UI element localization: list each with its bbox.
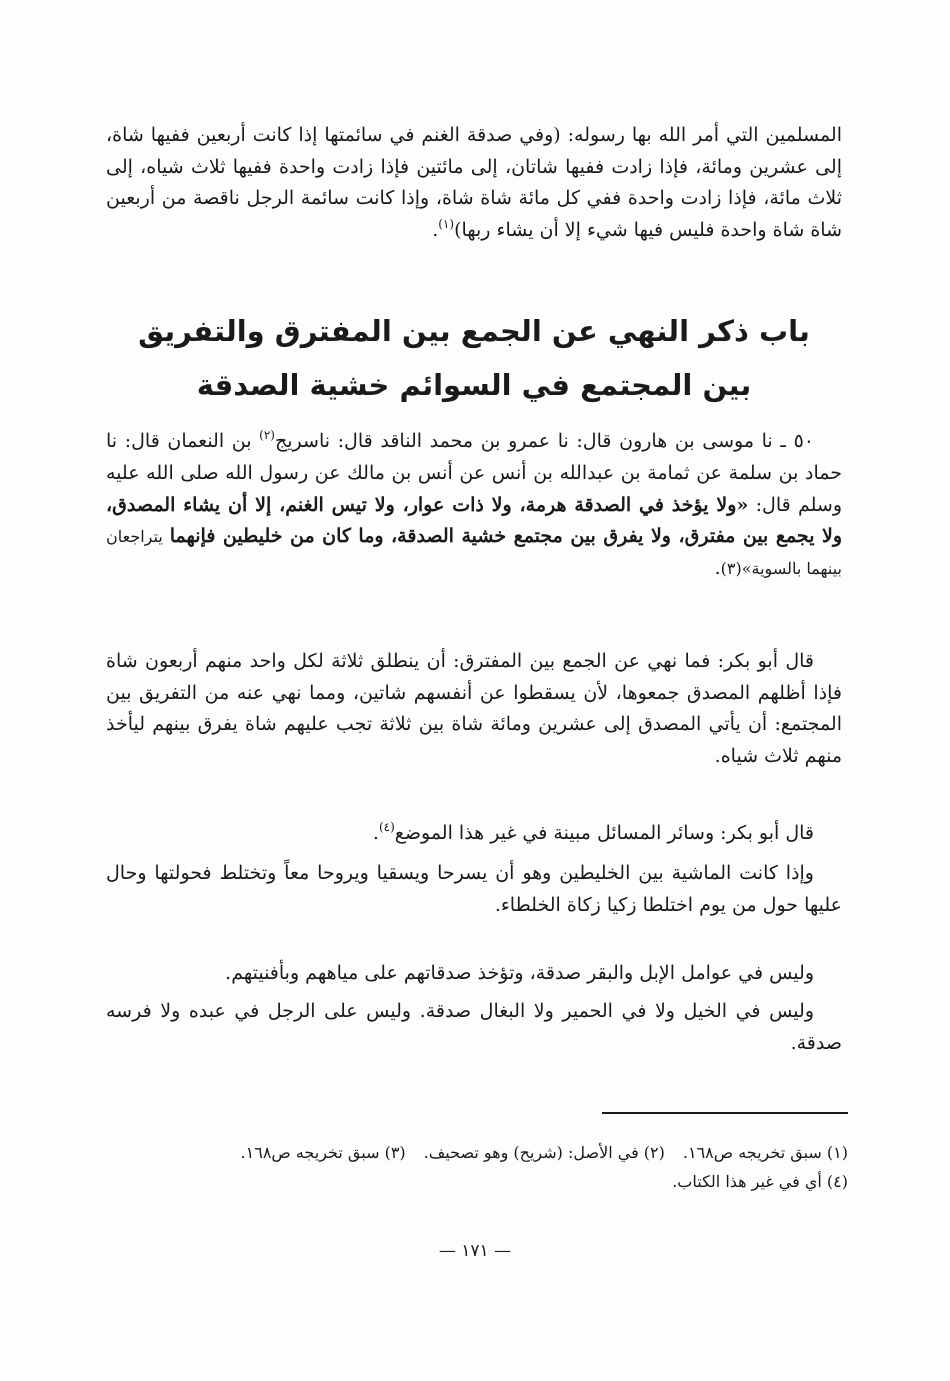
hadith-50-matn-end: يتراجعان بينهما بالسوية»	[106, 527, 842, 579]
chapter-heading-line-1: باب ذكر النهي عن الجمع بين المفترق والتفريق	[138, 314, 810, 348]
top-paragraph	[106, 120, 842, 246]
paragraph-khayl	[106, 996, 842, 1059]
hadith-50	[106, 426, 842, 585]
page-number: — ١٧١ —	[438, 1241, 512, 1261]
commentary-2	[106, 818, 842, 850]
paragraph-khayl-text: وليس في الخيل ولا في الحمير ولا البغال صدقة. وليس على الرجل في عبده ولا فرسه صدقة.	[106, 1000, 842, 1054]
paragraph-awamil	[106, 958, 842, 990]
hadith-50-matn: «ولا يؤخذ في الصدقة هرمة، ولا ذات عوار، ولا تيس الغنم، إلا أن يشاء المصدق، ولا يجمع بين مفترق، ولا يفرق بين مجتمع خشية الصدقة، وما كان من خليطين فإنهما	[106, 493, 842, 548]
commentary-1	[106, 646, 842, 772]
hadith-50-chain: بن النعمان قال: نا حماد بن سلمة عن ثمامة بن عبدالله بن أنس عن أنس بن مالك عن رسول الله صلى الله عليه وسلم قال:	[106, 430, 842, 516]
hadith-50-end: .	[714, 557, 721, 580]
footnote-ref-4[interactable]: (٤)	[378, 820, 395, 834]
footnote-3: (٣) سبق تخريجه ص١٦٨.	[240, 1143, 406, 1162]
footnotes	[102, 1138, 848, 1196]
chapter-heading-line-2: بين المجتمع في السوائم خشية الصدقة	[196, 368, 752, 402]
footnote-row-2	[102, 1167, 848, 1196]
footnote-ref-1[interactable]: (١)	[438, 216, 455, 231]
hadith-50-intro: ٥٠ ـ نا موسى بن هارون قال: نا عمرو بن محمد الناقد قال: ناسريج	[274, 430, 814, 452]
footnote-4: (٤) أي في غير هذا الكتاب.	[672, 1172, 848, 1191]
paragraph-awamil-text: وليس في عوامل الإبل والبقر صدقة، وتؤخذ صدقاتهم على مياههم وبأفنيتهم.	[225, 962, 814, 984]
footnote-2: (٢) في الأصل: (شريح) وهو تصحيف.	[423, 1143, 665, 1162]
paragraph-khulata	[106, 858, 842, 921]
footnote-1: (١) سبق تخريجه ص١٦٨.	[682, 1143, 848, 1162]
footnote-ref-3[interactable]: (٣)	[720, 559, 742, 579]
paragraph-khulata-text: وإذا كانت الماشية بين الخليطين وهو أن يسرحا ويسقيا ويروحا معاً وتختلط فحولتها وحال عليها حول من يوم اختلطا زكيا زكاة الخلطاء.	[106, 862, 842, 916]
commentary-2-text: قال أبو بكر: وسائر المسائل مبينة في غير هذا الموضع	[394, 822, 814, 844]
top-paragraph-text: المسلمين التي أمر الله بها رسوله: (وفي صدقة الغنم في سائمتها إذا كانت أربعين ففيها شاة، إلى عشرين ومائة، فإذا زادت ففيها شاتان، إلى مائتين فإذا زادت واحدة ففيها ثلاث شياه، إلى ثلاث مائة، فإذا زادت واحدة ففي كل مائة شاة شاة، وإذا كانت سائمة الرجل ناقصة من أربعين شاة شاة واحدة فليس فيها شيء إلا أن يشاء ربها)	[106, 124, 842, 241]
top-paragraph-end: .	[432, 218, 439, 241]
footnote-divider	[602, 1112, 848, 1114]
commentary-2-end: .	[372, 822, 379, 844]
footnote-row-1	[102, 1138, 848, 1167]
commentary-1-text: قال أبو بكر: فما نهي عن الجمع بين المفترق: أن ينطلق ثلاثة لكل واحد منهم أربعون شاة فإذا أظلهم المصدق جمعوها، لأن يسقطوا عن أنفسهم شاتين، ومما نهي عنه من التفريق بين المجتمع: أن يأتي المصدق إلى عشرين ومائة شاة بين ثلاثة تجب عليهم شاة يفرق بينهم ليأخذ منهم ثلاث شياه.	[106, 650, 842, 767]
footnote-ref-2[interactable]: (٢)	[259, 428, 275, 442]
